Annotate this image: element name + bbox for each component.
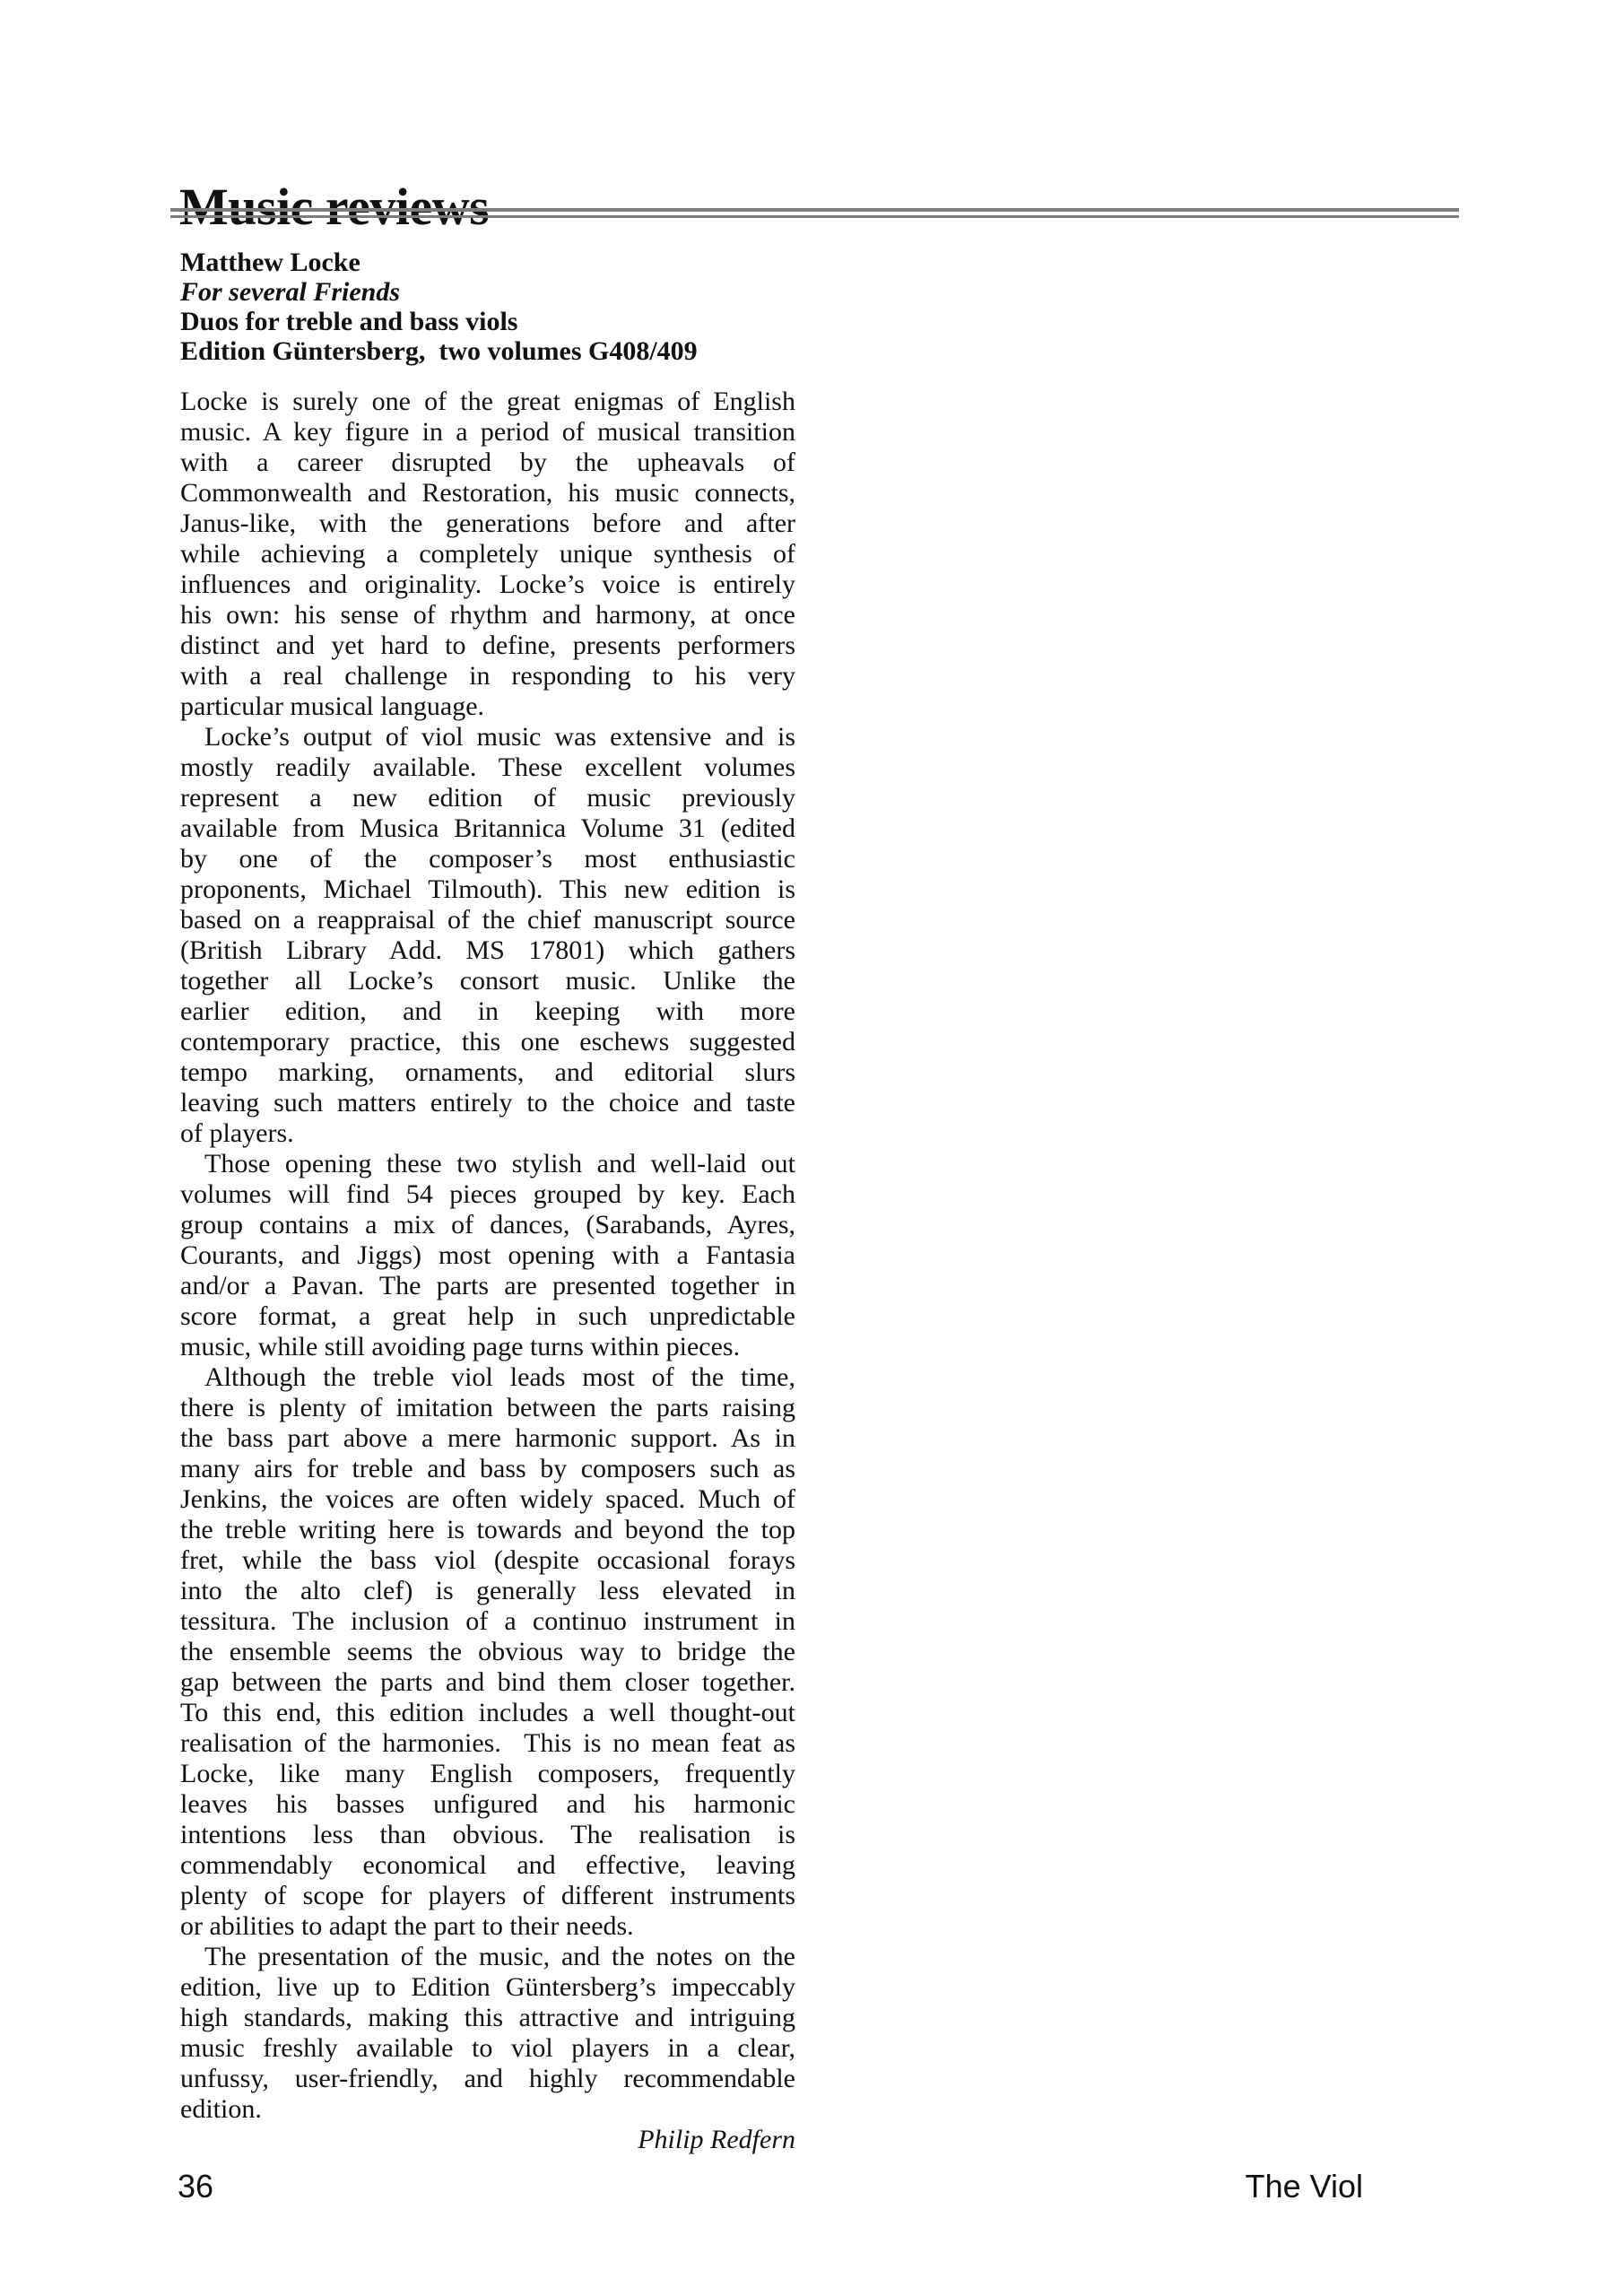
body-line: tempo marking, ornaments, and editorial slurs <box>180 1057 795 1087</box>
body-line: distinct and yet hard to define, presents performers <box>180 631 795 660</box>
body-line: Courants, and Jiggs) most opening with a Fantasia <box>180 1240 795 1270</box>
reviewer-signature: Philip Redfern <box>638 2125 795 2154</box>
heading-edition: Edition Güntersberg, two volumes G408/409 <box>180 336 698 366</box>
body-line: intentions less than obvious. The realisation is <box>180 1820 795 1849</box>
body-line: the bass part above a mere harmonic support. As in <box>180 1423 795 1453</box>
body-line: fret, while the bass viol (despite occasional forays <box>180 1545 795 1575</box>
body-line: contemporary practice, this one eschews suggested <box>180 1027 795 1057</box>
body-line: together all Locke’s consort music. Unlike the <box>180 966 795 996</box>
body-line: To this end, this edition includes a well thought-out <box>180 1698 795 1727</box>
body-line: high standards, making this attractive and intriguing <box>180 2003 795 2032</box>
body-line: influences and originality. Locke’s voice is entirely <box>180 570 795 599</box>
body-line: and/or a Pavan. The parts are presented together in <box>180 1271 795 1300</box>
body-line: Janus-like, with the generations before and after <box>180 509 795 538</box>
body-line: group contains a mix of dances, (Sarabands, Ayres, <box>180 1210 795 1239</box>
body-line: Locke’s output of viol music was extensive and is <box>204 722 795 752</box>
body-line: The presentation of the music, and the notes on the <box>204 1942 795 1971</box>
review-body <box>180 387 795 2155</box>
body-line: volumes will find 54 pieces grouped by key. Each <box>180 1179 795 1209</box>
body-line: leaves his basses unfigured and his harmonic <box>180 1789 795 1819</box>
body-line: the ensemble seems the obvious way to bridge the <box>180 1637 795 1666</box>
body-line: or abilities to adapt the part to their needs. <box>180 1911 634 1941</box>
body-line: available from Musica Britannica Volume 31 (edited <box>180 813 795 843</box>
footer-page-number: 36 <box>178 2168 214 2205</box>
body-line: Although the treble viol leads most of the time, <box>204 1362 795 1392</box>
body-line: score format, a great help in such unpredictable <box>180 1301 795 1331</box>
page-title: Music reviews <box>179 177 490 236</box>
body-line: while achieving a completely unique synthesis of <box>180 539 795 569</box>
body-line: there is plenty of imitation between the parts raising <box>180 1393 795 1422</box>
body-line: into the alto clef) is generally less elevated in <box>180 1576 795 1605</box>
body-line: Commonwealth and Restoration, his music connects, <box>180 478 795 508</box>
body-line: edition. <box>180 2094 262 2124</box>
body-line: unfussy, user-friendly, and highly recommendable <box>180 2064 795 2093</box>
body-line: tessitura. The inclusion of a continuo instrument in <box>180 1606 795 1636</box>
body-line: (British Library Add. MS 17801) which gathers <box>180 935 795 965</box>
body-line: represent a new edition of music previously <box>180 783 795 813</box>
body-line: many airs for treble and bass by composers such as <box>180 1454 795 1483</box>
body-line: commendably economical and effective, leaving <box>180 1850 795 1880</box>
heading-description: Duos for treble and bass viols <box>180 307 518 336</box>
body-line: with a career disrupted by the upheavals of <box>180 448 795 477</box>
body-paragraphs <box>180 387 795 2125</box>
body-line: particular musical language. <box>180 691 485 721</box>
body-line: music. A key figure in a period of musical transition <box>180 417 795 447</box>
body-line: music freshly available to viol players in a clear, <box>180 2033 795 2063</box>
body-line: the treble writing here is towards and beyond the top <box>180 1515 795 1544</box>
heading-work-title: For several Friends <box>180 277 401 307</box>
body-line: leaving such matters entirely to the choice and taste <box>180 1088 795 1118</box>
body-line: based on a reappraisal of the chief manuscript source <box>180 905 795 935</box>
body-line: Jenkins, the voices are often widely spaced. Much of <box>180 1484 795 1514</box>
body-line: earlier edition, and in keeping with more <box>180 996 795 1026</box>
body-line: by one of the composer’s most enthusiastic <box>180 844 795 874</box>
body-line: with a real challenge in responding to his very <box>180 661 795 691</box>
body-line: Those opening these two stylish and well-laid out <box>204 1149 795 1178</box>
body-line: of players. <box>180 1118 294 1148</box>
review-heading <box>180 248 795 366</box>
body-line: Locke, like many English composers, frequently <box>180 1759 795 1788</box>
body-line: edition, live up to Edition Güntersberg’s impeccably <box>180 1972 795 2002</box>
body-line: plenty of scope for players of different instruments <box>180 1881 795 1910</box>
body-line: music, while still avoiding page turns within pieces. <box>180 1332 741 1361</box>
body-line: Locke is surely one of the great enigmas of English <box>180 387 795 416</box>
body-line: gap between the parts and bind them closer together. <box>180 1667 795 1697</box>
body-line: realisation of the harmonies. This is no mean feat as <box>180 1728 795 1758</box>
title-double-rule <box>170 208 1459 218</box>
body-line: proponents, Michael Tilmouth). This new edition is <box>180 874 795 904</box>
body-line: mostly readily available. These excellent volumes <box>180 752 795 782</box>
footer-journal-title: The Viol <box>1245 2168 1363 2205</box>
heading-composer: Matthew Locke <box>180 248 360 277</box>
body-line: his own: his sense of rhythm and harmony, at once <box>180 600 795 630</box>
